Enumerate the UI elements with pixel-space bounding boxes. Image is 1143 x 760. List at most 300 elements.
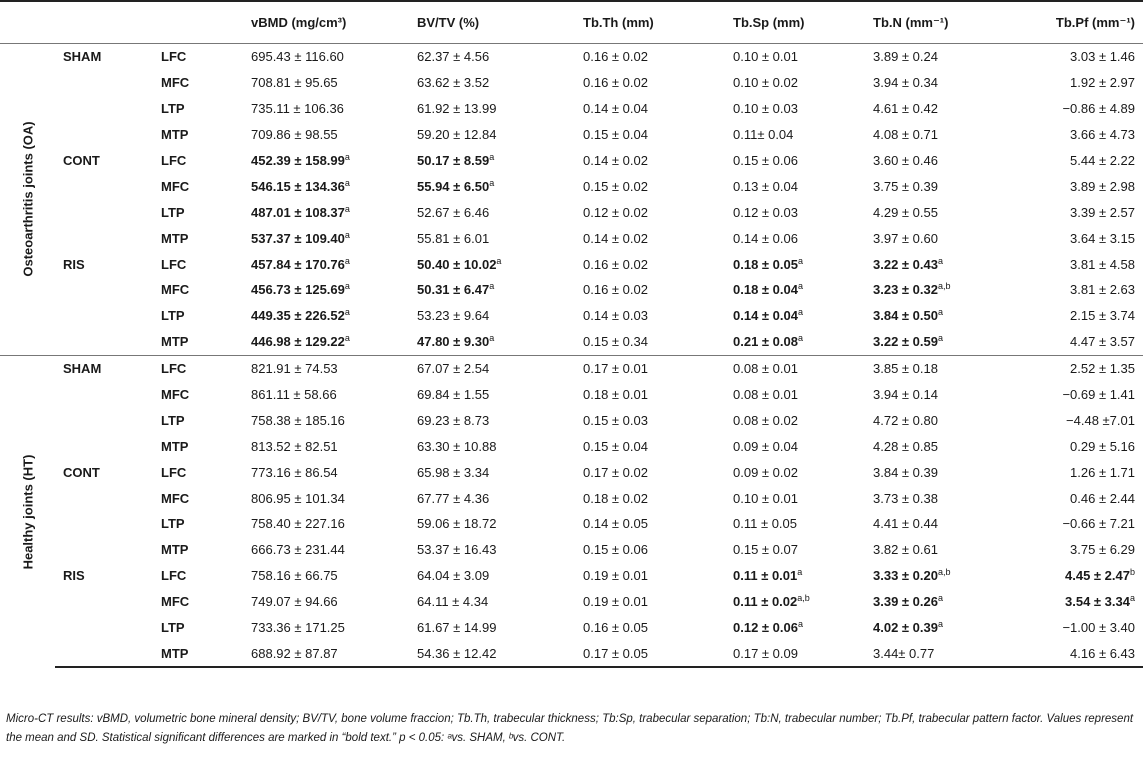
cell-vbmd <box>245 199 411 225</box>
cell-value: 3.89 ± 0.24 <box>873 49 938 65</box>
cell-bvtv <box>411 329 577 355</box>
cell-value: 55.81 ± 6.01 <box>417 230 490 246</box>
cell-tbsp <box>727 382 867 408</box>
table-row <box>0 589 1143 615</box>
table-row <box>0 355 1143 381</box>
cell-value: 0.29 ± 5.16 <box>1070 438 1135 454</box>
table-row <box>0 173 1143 199</box>
cell-bvtv <box>411 96 577 122</box>
col-header-tbpf: Tb.Pf (mm⁻¹) <box>1012 1 1143 44</box>
cell-value: 3.54 ± 3.34 <box>1065 594 1130 610</box>
cell-bvtv <box>411 640 577 667</box>
cell-tbpf <box>1012 70 1143 96</box>
significance-marker: a <box>797 619 803 630</box>
group-label <box>55 96 155 122</box>
cell-value: 0.15 ± 0.06 <box>733 153 798 168</box>
site-label: LFC <box>161 464 187 480</box>
cell-tbth <box>577 382 727 408</box>
group-label <box>55 173 155 199</box>
table-caption: Micro-CT results: vBMD, volumetric bone mineral density; BV/TV, bone volume fraccion; Tb.Th, trabecular thickness; Tb:Sp, trabecular separation; Tb:N, trabecular number; Tb.Pf, trabecular pattern factor. Values represent the mean and SD. Statistical significant differences are marked in “bold text.” p < 0.05: ᵃvs. SHAM, ᵇvs. CONT. <box>6 713 1134 744</box>
cell-value: 4.47 ± 3.57 <box>1070 334 1135 350</box>
cell-tbn <box>867 96 1012 122</box>
cell-tbth <box>577 277 727 303</box>
cell-tbth <box>577 563 727 589</box>
site-label: MFC <box>161 387 190 403</box>
cell-value: 0.16 ± 0.05 <box>583 620 648 636</box>
site-label: LTP <box>161 516 185 532</box>
cell-tbsp <box>727 70 867 96</box>
section-label-cell <box>0 355 55 667</box>
cell-value: 0.09 ± 0.02 <box>733 464 798 480</box>
cell-value: 0.16 ± 0.02 <box>583 256 648 272</box>
table-row <box>0 407 1143 433</box>
cell-value: 0.14 ± 0.05 <box>583 516 648 532</box>
cell-value: 54.36 ± 12.42 <box>417 645 497 661</box>
cell-value: 0.19 ± 0.01 <box>583 594 648 610</box>
cell-tbpf <box>1012 433 1143 459</box>
cell-value: 546.15 ± 134.36 <box>251 178 345 194</box>
cell-tbth <box>577 511 727 537</box>
table-row <box>0 537 1143 563</box>
cell-value: 53.23 ± 9.64 <box>417 308 490 324</box>
cell-vbmd <box>245 433 411 459</box>
cell-tbpf <box>1012 251 1143 277</box>
cell-tbpf <box>1012 589 1143 615</box>
cell-vbmd <box>245 122 411 148</box>
group-label: SHAM <box>55 355 155 381</box>
group-label <box>55 433 155 459</box>
cell-tbn <box>867 173 1012 199</box>
table-row <box>0 251 1143 277</box>
cell-value: 50.40 ± 10.02 <box>417 256 497 272</box>
cell-tbpf <box>1012 615 1143 641</box>
cell-bvtv <box>411 485 577 511</box>
cell-value: 0.12 ± 0.03 <box>733 204 798 220</box>
site-label: LTP <box>161 204 185 220</box>
site-label: LTP <box>161 620 185 636</box>
cell-vbmd <box>245 355 411 381</box>
cell-bvtv <box>411 70 577 96</box>
table-row <box>0 44 1143 70</box>
site-label: LFC <box>161 49 187 65</box>
cell-value: 3.03 ± 1.46 <box>1070 49 1135 65</box>
site-label: MTP <box>161 230 189 246</box>
cell-bvtv <box>411 563 577 589</box>
cell-value: 0.10 ± 0.01 <box>733 49 798 65</box>
group-label: RIS <box>63 568 85 584</box>
cell-value: 61.67 ± 14.99 <box>417 620 497 636</box>
cell-bvtv <box>411 433 577 459</box>
cell-bvtv <box>411 148 577 174</box>
col-header-vbmd: vBMD (mg/cm³) <box>245 1 411 44</box>
site-label: LFC <box>161 153 187 168</box>
cell-vbmd <box>245 70 411 96</box>
cell-value: 0.15 ± 0.02 <box>583 178 648 194</box>
cell-tbn <box>867 511 1012 537</box>
table-row <box>0 303 1143 329</box>
cell-tbth <box>577 640 727 667</box>
cell-value: 861.11 ± 58.66 <box>251 387 337 403</box>
cell-value: 758.38 ± 185.16 <box>251 412 345 428</box>
group-label <box>55 277 155 303</box>
site-label: LTP <box>161 101 185 117</box>
cell-value: 5.44 ± 2.22 <box>1070 153 1135 168</box>
cell-tbth <box>577 251 727 277</box>
cell-value: 537.37 ± 109.40 <box>251 230 345 246</box>
group-label <box>55 225 155 251</box>
cell-tbn <box>867 433 1012 459</box>
cell-value: 457.84 ± 170.76 <box>251 256 345 272</box>
site-label: MTP <box>161 542 189 558</box>
site-label: MTP <box>155 640 245 667</box>
significance-marker: a <box>489 333 495 344</box>
cell-value: 806.95 ± 101.34 <box>251 490 345 506</box>
cell-vbmd <box>245 563 411 589</box>
cell-value: 3.81 ± 4.58 <box>1070 256 1135 272</box>
cell-value: 64.11 ± 4.34 <box>417 594 489 610</box>
cell-tbsp <box>727 459 867 485</box>
cell-bvtv <box>411 44 577 70</box>
cell-vbmd <box>245 148 411 174</box>
significance-marker: a <box>344 177 350 188</box>
cell-value: 59.06 ± 18.72 <box>417 516 497 532</box>
table-row <box>0 122 1143 148</box>
cell-tbpf <box>1012 173 1143 199</box>
cell-value: 2.15 ± 3.74 <box>1070 308 1135 324</box>
site-label: MTP <box>161 127 189 143</box>
table-row <box>0 615 1143 641</box>
cell-vbmd <box>245 537 411 563</box>
significance-marker: a <box>797 567 803 578</box>
significance-marker: a <box>797 333 803 344</box>
cell-value: 0.15 ± 0.06 <box>583 542 648 558</box>
cell-bvtv <box>411 355 577 381</box>
cell-tbsp <box>727 122 867 148</box>
cell-value: 63.30 ± 10.88 <box>417 438 497 454</box>
cell-tbsp <box>727 433 867 459</box>
cell-value: 3.44± 0.77 <box>873 645 935 661</box>
cell-tbsp <box>727 303 867 329</box>
cell-value: 0.14 ± 0.02 <box>583 153 648 168</box>
header-blank-group <box>55 1 155 44</box>
group-label: RIS <box>63 256 85 272</box>
cell-value: 0.12 ± 0.06 <box>733 620 798 636</box>
cell-value: 0.18 ± 0.01 <box>583 387 648 403</box>
cell-bvtv <box>411 251 577 277</box>
cell-value: 0.18 ± 0.04 <box>733 282 798 298</box>
cell-tbth <box>577 225 727 251</box>
cell-tbn <box>867 329 1012 355</box>
cell-tbsp <box>727 407 867 433</box>
cell-value: 758.40 ± 227.16 <box>251 516 345 532</box>
cell-value: 0.11± 0.04 <box>733 127 794 143</box>
cell-value: 61.92 ± 13.99 <box>417 101 497 117</box>
cell-value: 4.72 ± 0.80 <box>873 412 938 428</box>
cell-tbsp <box>727 329 867 355</box>
cell-value: 3.22 ± 0.59 <box>873 334 938 350</box>
cell-value: 749.07 ± 94.66 <box>251 594 338 610</box>
group-label <box>55 511 155 537</box>
cell-tbth <box>577 70 727 96</box>
cell-tbn <box>867 563 1012 589</box>
cell-value: 0.13 ± 0.04 <box>733 178 798 194</box>
cell-value: 69.84 ± 1.55 <box>417 387 490 403</box>
group-label <box>55 589 155 615</box>
group-label <box>55 329 155 355</box>
cell-value: 50.17 ± 8.59 <box>417 153 490 168</box>
cell-bvtv <box>411 589 577 615</box>
cell-tbth <box>577 303 727 329</box>
cell-tbsp <box>727 173 867 199</box>
cell-tbth <box>577 122 727 148</box>
cell-tbpf <box>1012 44 1143 70</box>
significance-marker: a <box>937 255 943 266</box>
cell-tbn <box>867 251 1012 277</box>
cell-bvtv <box>411 537 577 563</box>
cell-tbsp <box>727 640 867 667</box>
cell-value: 3.94 ± 0.34 <box>873 75 938 91</box>
significance-marker: a <box>496 255 502 266</box>
section-label: Healthy joints (HT) <box>20 454 35 569</box>
cell-value: 3.23 ± 0.32 <box>873 282 938 298</box>
cell-tbpf <box>1012 122 1143 148</box>
cell-tbn <box>867 355 1012 381</box>
cell-value: −1.00 ± 3.40 <box>1062 620 1135 636</box>
group-label <box>55 70 155 96</box>
table-row <box>0 433 1143 459</box>
cell-value: 0.15 ± 0.07 <box>733 542 798 558</box>
cell-value: 3.81 ± 2.63 <box>1070 282 1135 298</box>
cell-tbsp <box>727 277 867 303</box>
cell-tbsp <box>727 615 867 641</box>
cell-tbsp <box>727 96 867 122</box>
site-label: MFC <box>161 75 190 91</box>
cell-value: 487.01 ± 108.37 <box>251 204 345 220</box>
cell-tbpf <box>1012 329 1143 355</box>
cell-value: 3.39 ± 0.26 <box>873 594 938 610</box>
table-body <box>0 44 1143 668</box>
cell-tbpf <box>1012 303 1143 329</box>
cell-value: 3.73 ± 0.38 <box>873 490 938 506</box>
cell-vbmd <box>245 96 411 122</box>
significance-marker: a <box>489 177 495 188</box>
cell-value: 3.22 ± 0.43 <box>873 256 938 272</box>
cell-value: 0.14 ± 0.02 <box>583 230 648 246</box>
section-label-cell <box>0 44 55 356</box>
cell-value: 0.17 ± 0.05 <box>583 645 648 661</box>
significance-marker: a <box>344 333 350 344</box>
table-row <box>0 511 1143 537</box>
significance-marker: a <box>797 281 803 292</box>
cell-vbmd <box>245 382 411 408</box>
cell-value: 733.36 ± 171.25 <box>251 620 345 636</box>
cell-value: 0.15 ± 0.03 <box>583 412 648 428</box>
cell-tbn <box>867 640 1012 667</box>
cell-value: 64.04 ± 3.09 <box>417 568 490 584</box>
site-label: LFC <box>161 568 187 584</box>
cell-value: 0.11 ± 0.01 <box>733 568 798 584</box>
cell-value: 59.20 ± 12.84 <box>417 127 497 143</box>
header-row <box>0 1 1143 44</box>
cell-value: 3.82 ± 0.61 <box>873 542 938 558</box>
group-label <box>55 537 155 563</box>
cell-value: 0.17 ± 0.01 <box>583 361 648 377</box>
cell-value: 456.73 ± 125.69 <box>251 282 345 298</box>
cell-tbpf <box>1012 96 1143 122</box>
cell-value: 3.84 ± 0.39 <box>873 464 938 480</box>
cell-value: 4.61 ± 0.42 <box>873 101 938 117</box>
site-label: MTP <box>161 438 189 454</box>
cell-value: 3.39 ± 2.57 <box>1070 204 1135 220</box>
group-label: CONT <box>63 153 100 168</box>
cell-tbsp <box>727 537 867 563</box>
cell-bvtv <box>411 407 577 433</box>
cell-value: 3.97 ± 0.60 <box>873 230 938 246</box>
significance-marker: a <box>344 152 350 162</box>
cell-tbn <box>867 382 1012 408</box>
site-label: LFC <box>155 355 245 381</box>
cell-bvtv <box>411 459 577 485</box>
significance-marker: a <box>344 255 350 266</box>
cell-value: 63.62 ± 3.52 <box>417 75 490 91</box>
significance-marker: a <box>937 619 943 630</box>
cell-tbsp <box>727 485 867 511</box>
site-label: LFC <box>161 256 187 272</box>
significance-marker: a,b <box>937 281 951 292</box>
site-label: MFC <box>161 282 190 298</box>
cell-bvtv <box>411 382 577 408</box>
cell-value: 3.89 ± 2.98 <box>1070 178 1135 194</box>
cell-value: 4.02 ± 0.39 <box>873 620 938 636</box>
cell-tbsp <box>727 589 867 615</box>
cell-tbn <box>867 277 1012 303</box>
cell-tbpf <box>1012 277 1143 303</box>
cell-tbn <box>867 589 1012 615</box>
cell-value: −0.86 ± 4.89 <box>1062 101 1135 117</box>
table-row <box>0 199 1143 225</box>
table-row <box>0 225 1143 251</box>
cell-value: 50.31 ± 6.47 <box>417 282 490 298</box>
cell-tbn <box>867 44 1012 70</box>
cell-value: 4.08 ± 0.71 <box>873 127 938 143</box>
cell-value: 3.60 ± 0.46 <box>873 153 938 168</box>
cell-value: 62.37 ± 4.56 <box>417 49 490 65</box>
col-header-bvtv: BV/TV (%) <box>411 1 577 44</box>
cell-value: 67.07 ± 2.54 <box>417 361 490 377</box>
cell-value: 0.16 ± 0.02 <box>583 49 648 65</box>
significance-marker: a <box>937 307 943 318</box>
header-blank-section <box>0 1 55 44</box>
cell-tbn <box>867 407 1012 433</box>
cell-value: 53.37 ± 16.43 <box>417 542 497 558</box>
cell-value: 0.19 ± 0.01 <box>583 568 648 584</box>
group-label: CONT <box>63 464 100 480</box>
cell-tbpf <box>1012 511 1143 537</box>
cell-value: 0.17 ± 0.09 <box>733 645 798 661</box>
cell-tbsp <box>727 251 867 277</box>
cell-tbpf <box>1012 148 1143 174</box>
cell-value: 0.46 ± 2.44 <box>1070 490 1135 506</box>
cell-tbn <box>867 485 1012 511</box>
cell-value: 0.18 ± 0.02 <box>583 490 648 506</box>
table-row <box>0 485 1143 511</box>
cell-vbmd <box>245 459 411 485</box>
cell-value: 821.91 ± 74.53 <box>251 361 338 377</box>
cell-value: 0.15 ± 0.34 <box>583 334 648 350</box>
group-label: SHAM <box>63 49 102 65</box>
significance-marker: a <box>489 152 495 162</box>
cell-tbn <box>867 122 1012 148</box>
site-label: LTP <box>161 412 185 428</box>
col-header-tbsp: Tb.Sp (mm) <box>727 1 867 44</box>
cell-tbpf <box>1012 563 1143 589</box>
cell-value: 813.52 ± 82.51 <box>251 438 338 454</box>
cell-vbmd <box>245 640 411 667</box>
table-row <box>0 640 1143 667</box>
cell-tbsp <box>727 225 867 251</box>
significance-marker: a <box>344 307 350 318</box>
cell-tbth <box>577 355 727 381</box>
cell-value: 0.08 ± 0.01 <box>733 387 798 403</box>
cell-value: 3.94 ± 0.14 <box>873 387 938 403</box>
cell-tbsp <box>727 563 867 589</box>
cell-value: 452.39 ± 158.99 <box>251 153 345 168</box>
cell-value: 709.86 ± 98.55 <box>251 127 338 143</box>
cell-value: 1.26 ± 1.71 <box>1070 464 1135 480</box>
col-header-tbth: Tb.Th (mm) <box>577 1 727 44</box>
cell-tbn <box>867 537 1012 563</box>
cell-vbmd <box>245 407 411 433</box>
group-label <box>55 485 155 511</box>
cell-tbsp <box>727 148 867 174</box>
cell-value: 3.75 ± 6.29 <box>1070 542 1135 558</box>
cell-vbmd <box>245 303 411 329</box>
cell-value: −0.66 ± 7.21 <box>1062 516 1135 532</box>
group-label <box>55 407 155 433</box>
cell-value: 449.35 ± 226.52 <box>251 308 345 324</box>
cell-value: 0.14 ± 0.03 <box>583 308 648 324</box>
cell-bvtv <box>411 199 577 225</box>
cell-tbn <box>867 199 1012 225</box>
table-row <box>0 70 1143 96</box>
cell-value: 3.85 ± 0.18 <box>873 361 938 377</box>
cell-value: 4.29 ± 0.55 <box>873 204 938 220</box>
significance-marker: a,b <box>937 567 951 578</box>
cell-value: 4.41 ± 0.44 <box>873 516 938 532</box>
table-row <box>0 459 1143 485</box>
cell-tbth <box>577 96 727 122</box>
cell-value: 0.08 ± 0.01 <box>733 361 798 377</box>
group-label <box>55 122 155 148</box>
table-row <box>0 563 1143 589</box>
cell-bvtv <box>411 615 577 641</box>
site-label: LTP <box>161 308 185 324</box>
header-blank-site <box>155 1 245 44</box>
cell-tbsp <box>727 511 867 537</box>
cell-value: 666.73 ± 231.44 <box>251 542 345 558</box>
cell-value: 4.28 ± 0.85 <box>873 438 938 454</box>
cell-vbmd <box>245 485 411 511</box>
cell-tbn <box>867 459 1012 485</box>
significance-marker: a <box>344 229 350 240</box>
cell-value: 0.11 ± 0.05 <box>733 516 797 532</box>
cell-value: 3.33 ± 0.20 <box>873 568 938 584</box>
cell-value: 0.11 ± 0.02 <box>733 594 798 610</box>
significance-marker: a,b <box>797 593 810 604</box>
cell-value: 0.14 ± 0.04 <box>733 308 798 324</box>
cell-bvtv <box>411 511 577 537</box>
cell-tbth <box>577 44 727 70</box>
